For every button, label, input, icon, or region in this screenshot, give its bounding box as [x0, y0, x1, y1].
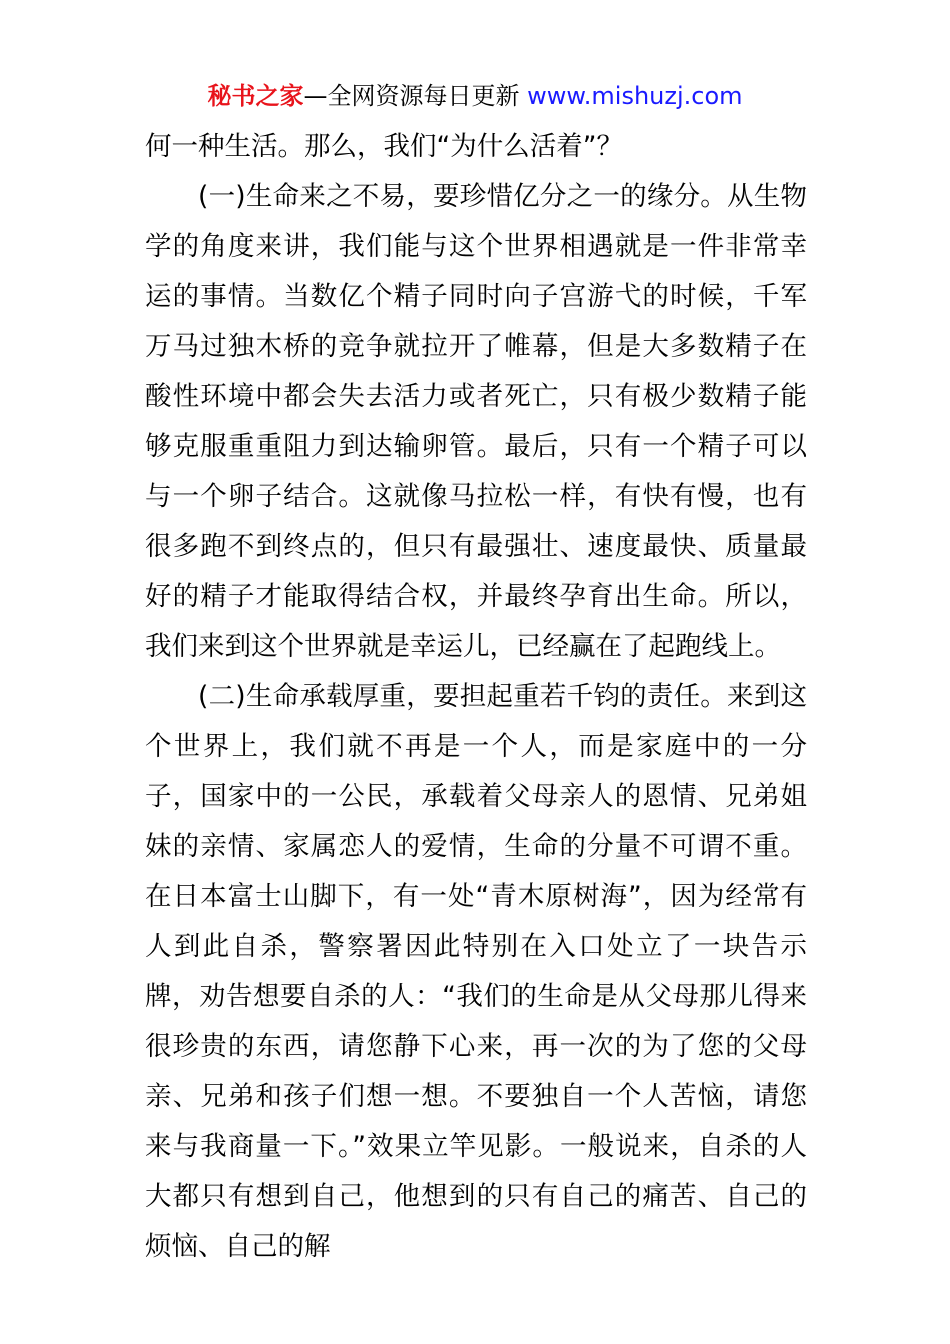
header-tagline: —全网资源每日更新	[303, 82, 520, 110]
site-url-link[interactable]: www.mishuzj.com	[527, 82, 743, 110]
paragraph-section-two: (二)生命承载厚重，要担起重若千钧的责任。来到这个世界上，我们就不再是一个人，而是家庭中的一分子，国家中的一公民，承载着父母亲人的恩情、兄弟姐妹的亲情、家属恋人的爱情，生命的分量不可谓不重。在日本富士山脚下，有一处“青木原树海”，因为经常有人到此自杀，警察署因此特别在入口处立了一块告示牌，劝告想要自杀的人：“我们的生命是从父母那儿得来很珍贵的东西，请您静下心来，再一次的为了您的父母亲、兄弟和孩子们想一想。不要独自一个人苦恼，请您来与我商量一下。”效果立竿见影。一般说来，自杀的人大都只有想到自己，他想到的只有自己的痛苦、自己的烦恼、自己的解	[145, 681, 807, 1262]
paragraph-continuation: 何一种生活。那么，我们“为什么活着”？	[145, 131, 623, 162]
brand-name: 秘书之家	[207, 82, 304, 110]
document-body	[145, 122, 807, 1272]
page-header	[0, 78, 950, 114]
paragraph-section-one: (一)生命来之不易，要珍惜亿分之一的缘分。从生物学的角度来讲，我们能与这个世界相遇就是一件非常幸运的事情。当数亿个精子同时向子宫游弋的时候，千军万马过独木桥的竞争就拉开了帷幕，但是大多数精子在酸性环境中都会失去活力或者死亡，只有极少数精子能够克服重重阻力到达输卵管。最后，只有一个精子可以与一个卵子结合。这就像马拉松一样，有快有慢，也有很多跑不到终点的，但只有最强壮、速度最快、质量最好的精子才能取得结合权，并最终孕育出生命。所以，我们来到这个世界就是幸运儿，已经赢在了起跑线上。	[145, 181, 807, 662]
